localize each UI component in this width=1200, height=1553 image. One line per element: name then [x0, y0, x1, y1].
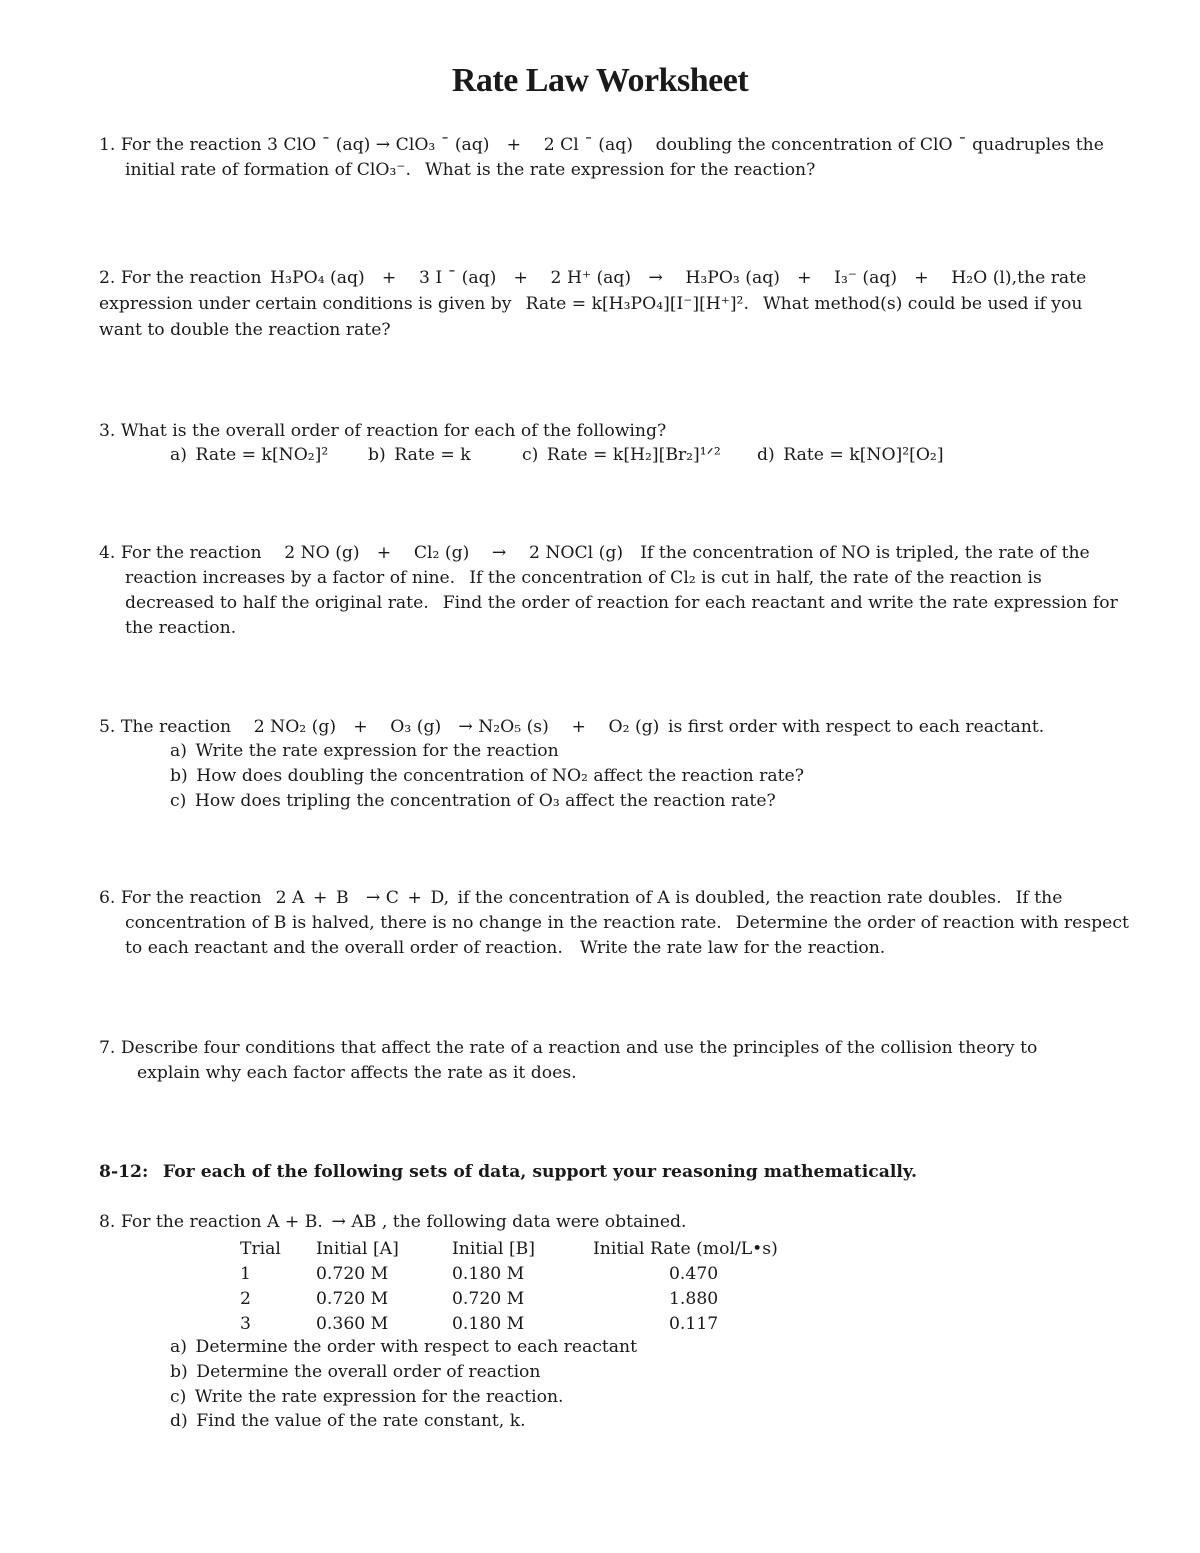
table-cell: 0.720 M: [316, 1264, 389, 1284]
table-cell: 0.720 M: [316, 1289, 389, 1309]
question-6-line-2: concentration of B is halved, there is no change in the reaction rate. Determine the order of reaction with respect: [125, 913, 1129, 933]
question-2-line-3: want to double the reaction rate?: [99, 320, 391, 340]
question-5-line-1: 5. The reaction 2 NO₂ (g) + O₃ (g) → N₂O₅ (s) + O₂ (g) is first order with respect to each reactant.: [99, 717, 1045, 737]
question-6-line-1: 6. For the reaction 2 A + B → C + D, if the concentration of A is doubled, the reaction rate doubles. If the: [99, 888, 1063, 908]
question-1-line-1: 1. For the reaction 3 ClO ¯ (aq) → ClO₃ ¯ (aq) + 2 Cl ¯ (aq) doubling the concentration of ClO ¯ quadruples the: [99, 135, 1104, 155]
table-cell: 1.880: [669, 1289, 719, 1309]
question-5-part-b: b) How does doubling the concentration of NO₂ affect the reaction rate?: [170, 766, 804, 786]
question-8-part-d: d) Find the value of the rate constant, k.: [170, 1411, 526, 1431]
table-cell: 0.180 M: [452, 1314, 525, 1334]
question-8-part-c: c) Write the rate expression for the reaction.: [170, 1387, 564, 1407]
table-cell: 0.720 M: [452, 1289, 525, 1309]
question-5-part-a: a) Write the rate expression for the reaction: [170, 741, 559, 761]
table-cell: 1: [240, 1264, 251, 1284]
table-cell: 0.470: [669, 1264, 719, 1284]
table-header-initial-b: Initial [B]: [452, 1239, 536, 1259]
question-8-line-1: 8. For the reaction A + B. → AB , the following data were obtained.: [99, 1212, 687, 1232]
question-4-line-2: reaction increases by a factor of nine. If the concentration of Cl₂ is cut in half, the rate of the reaction is: [125, 568, 1042, 588]
question-2-line-1: 2. For the reaction H₃PO₄ (aq) + 3 I ¯ (aq) + 2 H⁺ (aq) → H₃PO₃ (aq) + I₃⁻ (aq) + H₂O (l),the rate: [99, 268, 1087, 288]
page-title: Rate Law Worksheet: [451, 62, 749, 99]
question-1-line-2: initial rate of formation of ClO₃⁻. What is the rate expression for the reaction?: [125, 160, 816, 180]
table-cell: 0.360 M: [316, 1314, 389, 1334]
question-3-part-a: a) Rate = k[NO₂]²: [170, 445, 329, 465]
question-7-line-1: 7. Describe four conditions that affect the rate of a reaction and use the principles of the collision theory to: [99, 1038, 1038, 1058]
question-8-part-b: b) Determine the overall order of reaction: [170, 1362, 541, 1382]
question-3-part-d: d) Rate = k[NO]²[O₂]: [757, 445, 944, 465]
question-7-line-2: explain why each factor affects the rate as it does.: [137, 1063, 577, 1083]
question-4-line-3: decreased to half the original rate. Find the order of reaction for each reactant and write the rate expression for: [125, 593, 1118, 613]
question-3-part-b: b) Rate = k: [368, 445, 471, 465]
question-3-part-c: c) Rate = k[H₂][Br₂]¹ᐟ²: [522, 445, 721, 465]
question-6-line-3: to each reactant and the overall order of reaction. Write the rate law for the reaction.: [125, 938, 886, 958]
table-header-initial-rate: Initial Rate (mol/L•s): [593, 1239, 778, 1259]
question-3-line-1: 3. What is the overall order of reaction for each of the following?: [99, 421, 667, 441]
table-cell: 0.180 M: [452, 1264, 525, 1284]
table-cell: 3: [240, 1314, 251, 1334]
table-header-initial-a: Initial [A]: [316, 1239, 399, 1259]
question-2-line-2: expression under certain conditions is given by Rate = k[H₃PO₄][I⁻][H⁺]². What method(s) could be used if you: [99, 294, 1083, 314]
question-5-part-c: c) How does tripling the concentration of O₃ affect the reaction rate?: [170, 791, 776, 811]
table-header-trial: Trial: [240, 1239, 281, 1259]
table-cell: 2: [240, 1289, 251, 1309]
question-4-line-1: 4. For the reaction 2 NO (g) + Cl₂ (g) → 2 NOCl (g) If the concentration of NO is tripled, the rate of the: [99, 543, 1090, 563]
question-8-part-a: a) Determine the order with respect to each reactant: [170, 1337, 638, 1357]
question-4-line-4: the reaction.: [125, 618, 237, 638]
table-cell: 0.117: [669, 1314, 719, 1334]
section-heading: 8-12: For each of the following sets of data, support your reasoning mathematically.: [99, 1162, 917, 1182]
